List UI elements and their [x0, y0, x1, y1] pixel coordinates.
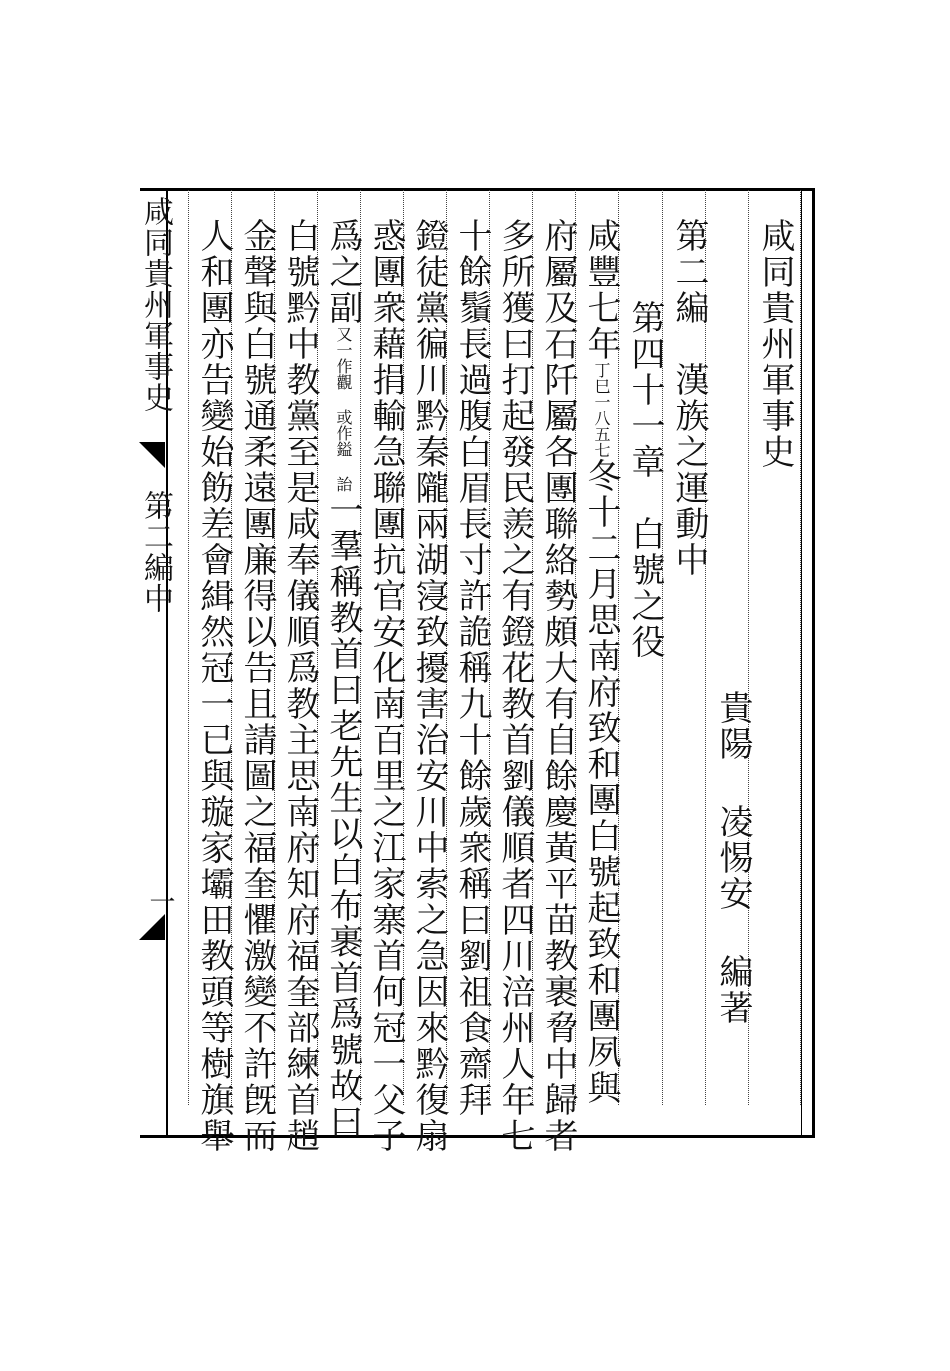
body-text: 咸豐七年	[581, 218, 621, 362]
author-line: 貴陽 凌惕安 編著	[713, 690, 753, 1026]
date-note: 丁巳一八五七	[592, 362, 611, 458]
body-column-3: 多所獲曰打起發民羨之有鐙花教首劉儀順者四川涪州人年七	[495, 218, 535, 1154]
body-column-8: 白號黔中教黨至是咸奉儀順爲教主思南府知府福奎部練首趙	[280, 218, 320, 1154]
body-column-9: 金聲與白號通柔遠團廉得以告且請圖之福奎懼激變不許旣而	[237, 218, 277, 1154]
spine-section: 第二編中	[138, 490, 173, 614]
body-text: 一羣稱教首曰老先生以白布裹首爲號故曰	[323, 492, 363, 1140]
fish-tail-icon	[137, 440, 167, 470]
spine-label: 咸同貴州軍事史	[138, 196, 173, 413]
body-column-4: 十餘鬚長過腹白眉長寸許詭稱九十餘歲衆稱曰劉祖食齋拜	[452, 218, 492, 1118]
body-column-10: 人和團亦告變始飭差會緝然冠一已與璇家壩田教頭等樹旗舉	[194, 218, 234, 1154]
column-rule	[800, 190, 801, 1105]
body-column-7	[322, 218, 364, 1140]
body-column-1	[580, 218, 622, 1106]
fish-tail-mark-lower	[137, 912, 167, 942]
fish-tail-mark	[137, 440, 167, 470]
column-rule	[188, 190, 189, 1105]
body-column-6: 惑團衆藉捐輸急聯團抗官安化南百里之江家寨首何冠一父子	[366, 218, 406, 1154]
body-text: 冬十二月思南府致和團白號起致和團夙與	[581, 458, 621, 1106]
variant-note: 又一作觀 或作鎰 詒	[334, 326, 353, 492]
frame-inner-rule	[801, 191, 802, 1135]
page-number: 一	[145, 888, 175, 914]
part-title: 第二編 漢族之運動中	[669, 218, 709, 578]
body-column-5: 鐙徒黨徧川黔秦隴兩湖寖致擾害治安川中索之急因來黔復扇	[409, 218, 449, 1154]
fish-tail-lower-icon	[137, 912, 167, 942]
body-text: 爲之副	[323, 218, 363, 326]
book-title: 咸同貴州軍事史	[755, 218, 795, 470]
body-column-2: 府屬及石阡屬各團聯絡勢頗大有自餘慶黃平苗教裹脅中歸者	[538, 218, 578, 1154]
chapter-title: 第四十一章 白號之役	[625, 300, 665, 660]
